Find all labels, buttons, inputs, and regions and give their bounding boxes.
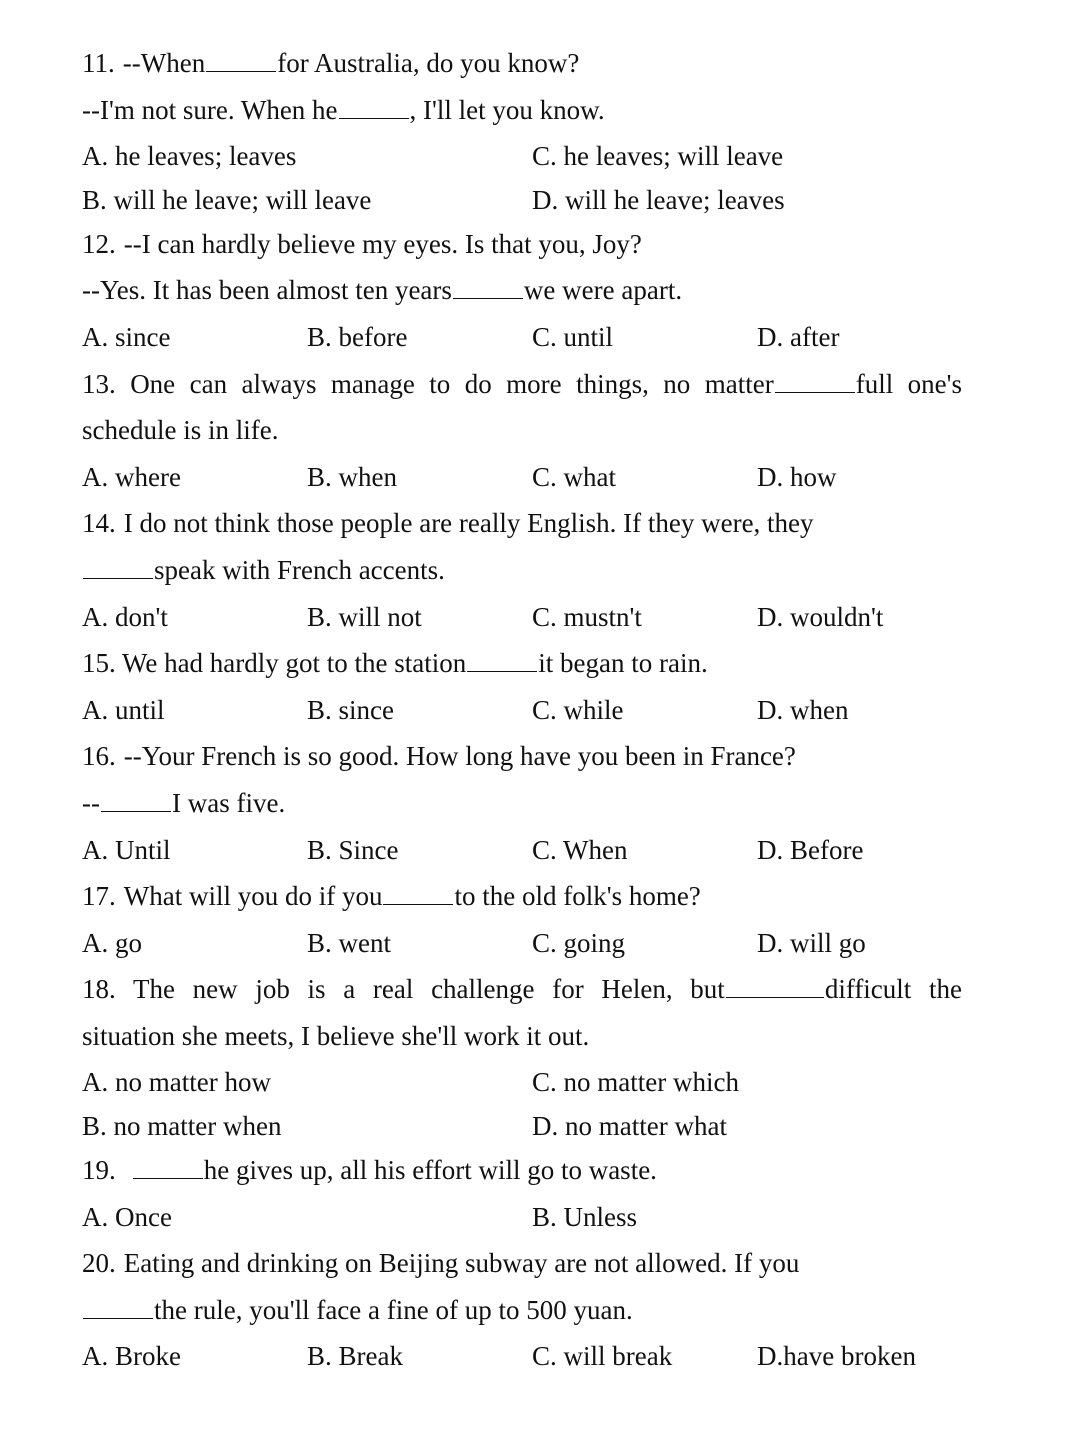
option[interactable]: B. before [307,321,408,352]
options-row [82,180,982,221]
options-row [82,1106,982,1147]
option[interactable]: D. wouldn't [757,601,884,632]
option[interactable]: C. When [532,834,628,865]
question-13 [82,361,982,501]
options-row [82,1333,982,1380]
question-14 [82,500,982,640]
question-line: situation she meets, I believe she'll work it out. [82,1020,590,1051]
option[interactable]: A. go [82,927,142,958]
option[interactable]: D. when [757,694,849,725]
options-row [82,827,982,874]
question-line: 17. What will you do if you to the old folk's home? [82,881,701,912]
options-row [82,314,982,361]
options-row [82,133,982,180]
question-20 [82,1240,982,1380]
option[interactable]: B. since [307,694,394,725]
option[interactable]: A. where [82,461,181,492]
question-line: schedule is in life. [82,415,279,446]
question-line: speak with French accents. [82,547,982,594]
question-line: 18. The new job is a real challenge for Helen, but difficult the [82,974,962,1005]
question-line: 20. Eating and drinking on Beijing subway are not allowed. If you [82,1248,800,1279]
question-17 [82,873,982,966]
answer-blank[interactable] [339,94,409,119]
question-line: 14. I do not think those people are really English. If they were, they [82,508,814,539]
option[interactable]: D. Before [757,834,864,865]
options-row [82,920,982,967]
option[interactable]: A. Until [82,834,171,865]
answer-blank[interactable] [383,880,453,905]
option[interactable]: A. don't [82,601,168,632]
question-line: 19. he gives up, all his effort will go to waste. [82,1155,657,1186]
option[interactable]: D.have broken [757,1341,916,1372]
question-line: the rule, you'll face a fine of up to 500 yuan. [82,1287,982,1334]
question-number: 15. [82,648,116,679]
question-line: 13. One can always manage to do more things, no matter full one's [82,368,962,399]
option[interactable]: B. Unless [532,1201,638,1232]
option[interactable]: A. Broke [82,1341,181,1372]
answer-blank[interactable] [101,787,171,812]
option[interactable]: B. Since [307,834,399,865]
option[interactable]: C. what [532,461,616,492]
answer-blank[interactable] [83,554,153,579]
question-number: 19. [82,1155,116,1186]
option[interactable]: D. no matter what [532,1111,727,1142]
answer-blank[interactable] [206,47,276,72]
question-line: 16. --Your French is so good. How long have you been in France? [82,741,796,772]
question-number: 16. [82,741,116,772]
question-16 [82,733,982,873]
options-row [82,687,982,734]
question-line: 15. We had hardly got to the station it began to rain. [82,648,708,679]
options-row [82,454,982,501]
answer-blank[interactable] [83,1294,153,1319]
question-number: 14. [82,508,116,539]
option[interactable]: B. went [307,927,391,958]
answer-blank[interactable] [467,647,537,672]
option[interactable]: A. he leaves; leaves [82,141,297,172]
option[interactable]: C. no matter which [532,1067,739,1098]
options-row [82,1059,982,1106]
option[interactable]: D. after [757,321,840,352]
question-number: 11. [82,48,115,78]
option[interactable]: C. going [532,927,626,958]
question-11 [82,40,982,221]
question-12 [82,221,982,361]
option[interactable]: C. he leaves; will leave [532,141,784,172]
question-line: 11. --When for Australia, do you know? [82,48,580,78]
question-15 [82,640,982,733]
question-line: 12. --I can hardly believe my eyes. Is that you, Joy? [82,228,642,259]
option[interactable]: A. no matter how [82,1067,271,1098]
question-number: 18. [82,974,116,1005]
question-number: 17. [82,881,116,912]
option[interactable]: A. Once [82,1201,172,1232]
option[interactable]: C. while [532,694,624,725]
option[interactable]: C. mustn't [532,601,642,632]
option[interactable]: C. will break [532,1341,673,1372]
answer-blank[interactable] [775,368,855,393]
option[interactable]: A. until [82,694,165,725]
option[interactable]: B. when [307,461,397,492]
option[interactable]: D. will he leave; leaves [532,184,785,215]
question-19 [82,1147,982,1240]
answer-blank[interactable] [133,1154,203,1179]
question-line: -- I was five. [82,787,286,818]
option[interactable]: D. how [757,461,837,492]
question-18 [82,966,982,1147]
question-line: --Yes. It has been almost ten years we were apart. [82,275,683,306]
option[interactable]: C. until [532,321,614,352]
question-line: --I'm not sure. When he , I'll let you know. [82,94,605,125]
question-number: 13. [82,368,116,399]
question-number: 20. [82,1248,116,1279]
option[interactable]: B. will not [307,601,422,632]
answer-blank[interactable] [726,973,824,998]
option[interactable]: B. no matter when [82,1111,282,1142]
options-row [82,1194,982,1241]
exam-page [82,40,982,1380]
option[interactable]: D. will go [757,927,866,958]
option[interactable]: B. Break [307,1341,403,1372]
answer-blank[interactable] [453,274,523,299]
options-row [82,594,982,641]
option[interactable]: B. will he leave; will leave [82,184,372,215]
option[interactable]: A. since [82,321,171,352]
question-number: 12. [82,228,116,259]
